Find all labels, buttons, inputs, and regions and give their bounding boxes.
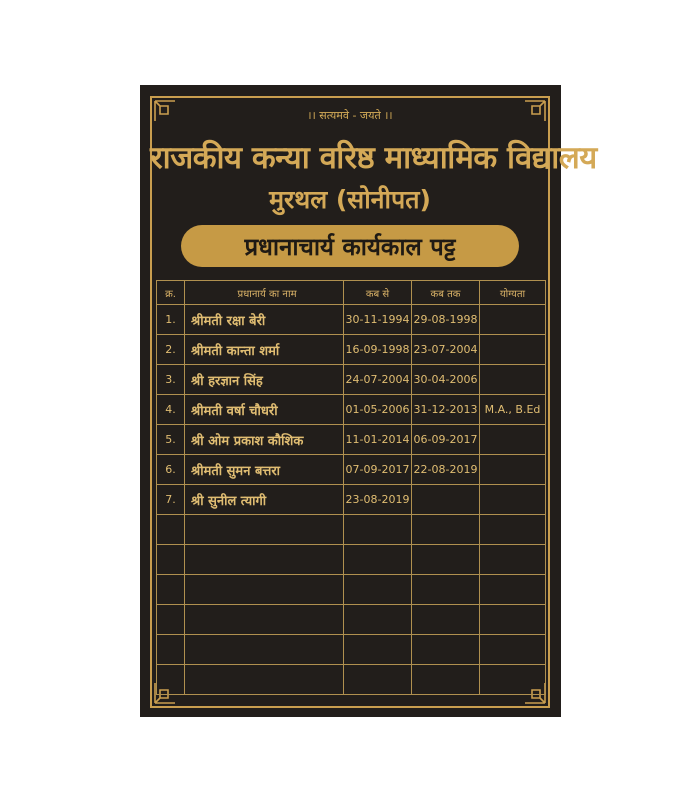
empty-cell [344, 635, 412, 665]
empty-cell [157, 545, 185, 575]
from-date-cell: 23-08-2019 [344, 485, 412, 515]
empty-cell [344, 545, 412, 575]
empty-cell [344, 515, 412, 545]
header-from: कब से [344, 281, 412, 305]
from-date-cell: 11-01-2014 [344, 425, 412, 455]
empty-cell [344, 665, 412, 695]
empty-cell [344, 575, 412, 605]
name-cell: श्री सुनील त्यागी [185, 485, 344, 515]
qualification-cell [480, 365, 546, 395]
from-date-cell: 07-09-2017 [344, 455, 412, 485]
from-date-cell: 30-11-1994 [344, 305, 412, 335]
title-banner [181, 225, 519, 267]
name-cell: श्रीमती वर्षा चौधरी [185, 395, 344, 425]
empty-cell [412, 575, 480, 605]
empty-cell [157, 575, 185, 605]
empty-row [157, 605, 546, 635]
empty-cell [412, 635, 480, 665]
from-date-cell: 16-09-1998 [344, 335, 412, 365]
empty-cell [412, 605, 480, 635]
name-cell: श्रीमती कान्ता शर्मा [185, 335, 344, 365]
table-header-row [157, 281, 546, 305]
empty-cell [480, 575, 546, 605]
empty-cell [480, 635, 546, 665]
empty-cell [480, 545, 546, 575]
school-name: राजकीय कन्या वरिष्ठ माध्यामिक विद्यालय [150, 140, 597, 176]
empty-cell [157, 605, 185, 635]
serial-cell: 3. [157, 365, 185, 395]
empty-row [157, 545, 546, 575]
name-cell: श्री हरज्ञान सिंह [185, 365, 344, 395]
empty-cell [157, 665, 185, 695]
empty-cell [157, 515, 185, 545]
qualification-cell [480, 425, 546, 455]
table-row [157, 485, 546, 515]
empty-row [157, 665, 546, 695]
qualification-cell [480, 485, 546, 515]
empty-cell [480, 665, 546, 695]
table-row [157, 305, 546, 335]
empty-cell [157, 635, 185, 665]
empty-cell [185, 605, 344, 635]
serial-cell: 5. [157, 425, 185, 455]
empty-cell [480, 605, 546, 635]
to-date-cell [412, 485, 480, 515]
empty-cell [480, 515, 546, 545]
name-cell: श्री ओम प्रकाश कौशिक [185, 425, 344, 455]
header-serial: क्र. [157, 281, 185, 305]
serial-cell: 7. [157, 485, 185, 515]
motto: ।। सत्यमवे - जयते ।। [307, 109, 393, 122]
empty-cell [185, 575, 344, 605]
empty-cell [344, 605, 412, 635]
serial-cell: 1. [157, 305, 185, 335]
qualification-cell [480, 305, 546, 335]
to-date-cell: 22-08-2019 [412, 455, 480, 485]
empty-cell [412, 515, 480, 545]
to-date-cell: 31-12-2013 [412, 395, 480, 425]
to-date-cell: 23-07-2004 [412, 335, 480, 365]
empty-cell [185, 665, 344, 695]
header-qualification: योग्यता [480, 281, 546, 305]
empty-cell [185, 515, 344, 545]
banner-text: प्रधानाचार्य कार्यकाल पट्ट [244, 232, 456, 261]
empty-cell [412, 665, 480, 695]
empty-row [157, 515, 546, 545]
qualification-cell: M.A., B.Ed [480, 395, 546, 425]
empty-cell [185, 545, 344, 575]
qualification-cell [480, 455, 546, 485]
from-date-cell: 01-05-2006 [344, 395, 412, 425]
header-to: कब तक [412, 281, 480, 305]
table-row [157, 335, 546, 365]
location: मुरथल (सोनीपत) [269, 185, 431, 214]
serial-cell: 2. [157, 335, 185, 365]
name-cell: श्रीमती रक्षा बेरी [185, 305, 344, 335]
table-row [157, 365, 546, 395]
table-row [157, 395, 546, 425]
header-name: प्रधानार्य का नाम [185, 281, 344, 305]
empty-row [157, 635, 546, 665]
name-cell: श्रीमती सुमन बत्तरा [185, 455, 344, 485]
serial-cell: 4. [157, 395, 185, 425]
to-date-cell: 29-08-1998 [412, 305, 480, 335]
serial-cell: 6. [157, 455, 185, 485]
empty-cell [412, 545, 480, 575]
to-date-cell: 30-04-2006 [412, 365, 480, 395]
empty-cell [185, 635, 344, 665]
table-row [157, 455, 546, 485]
from-date-cell: 24-07-2004 [344, 365, 412, 395]
table-row [157, 425, 546, 455]
principal-tenure-table [156, 280, 546, 695]
empty-row [157, 575, 546, 605]
qualification-cell [480, 335, 546, 365]
to-date-cell: 06-09-2017 [412, 425, 480, 455]
